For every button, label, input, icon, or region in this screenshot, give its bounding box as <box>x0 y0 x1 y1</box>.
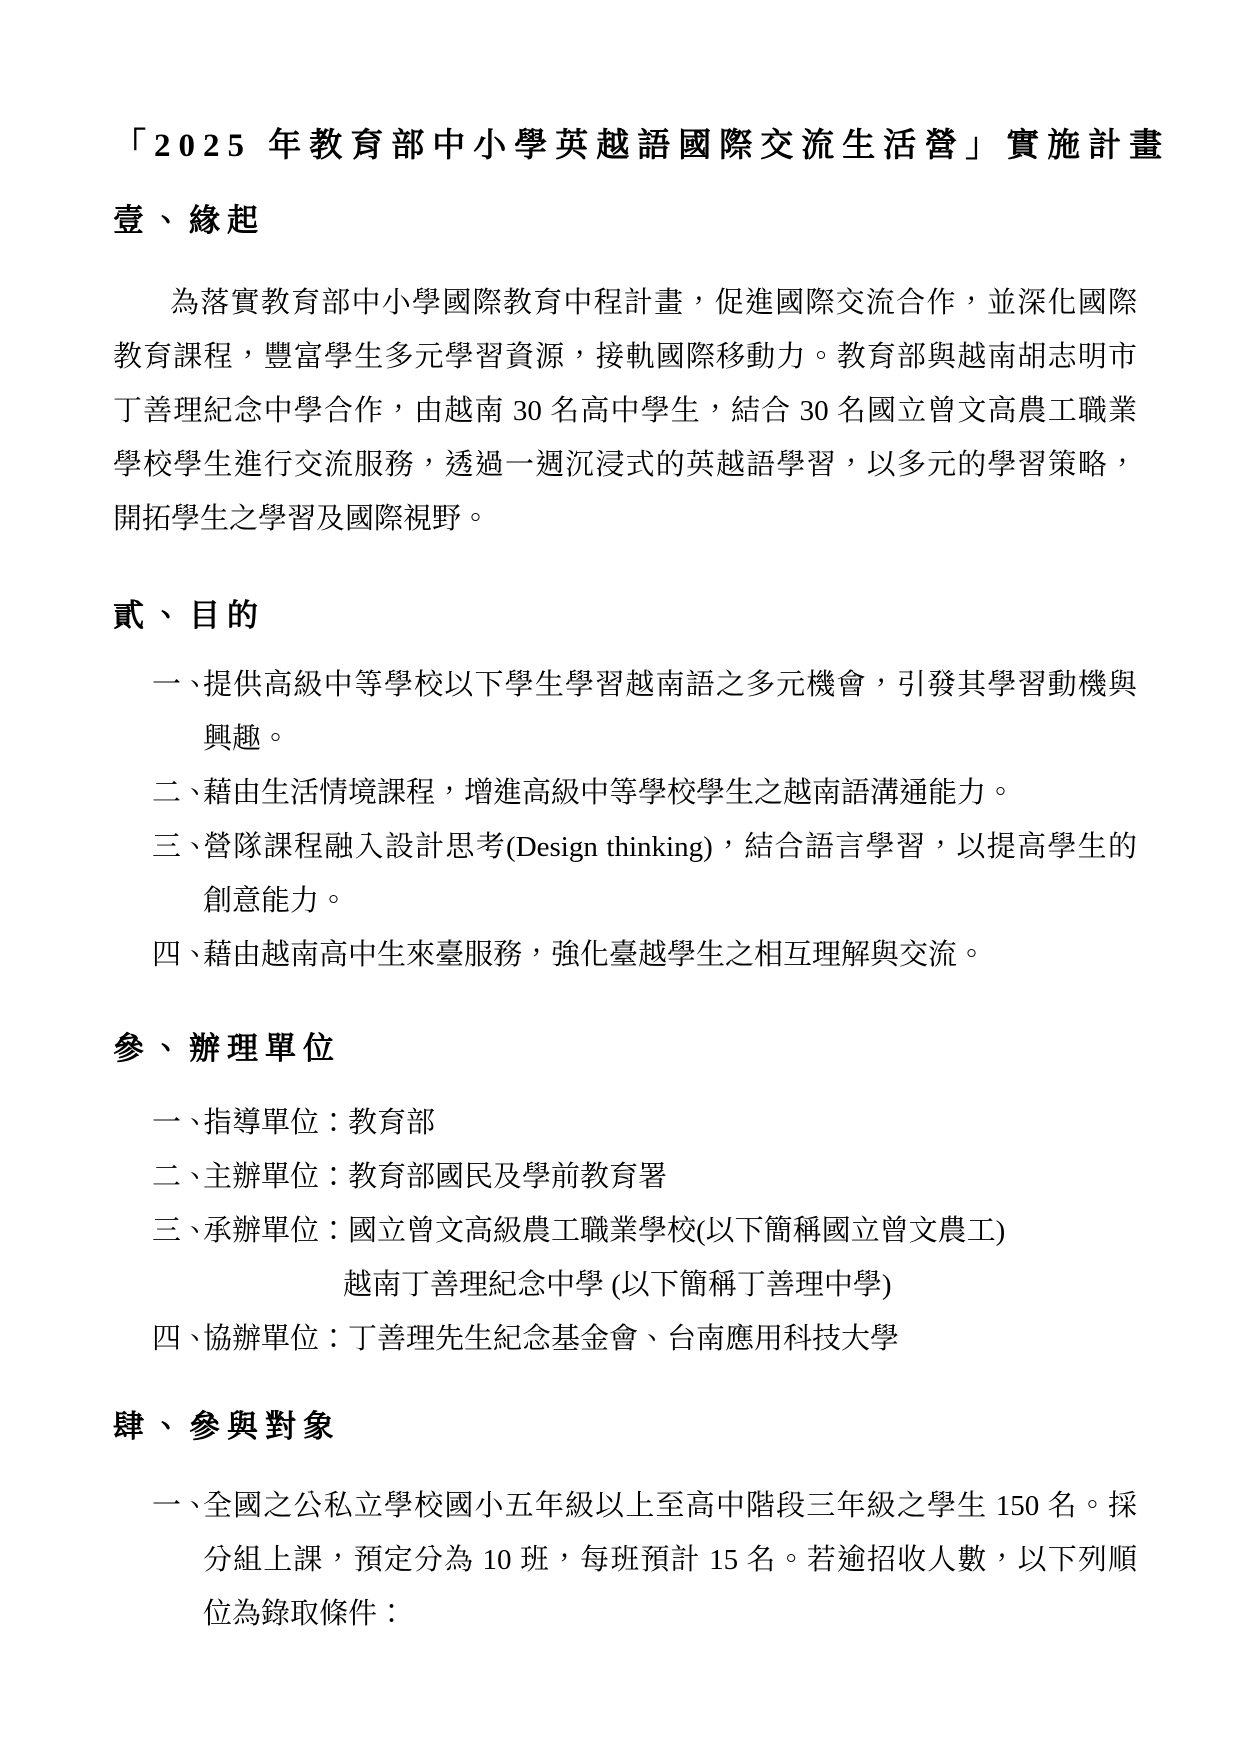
paragraph-line: 丁善理紀念中學合作，由越南 30 名高中學生，結合 30 名國立曾文高農工職業 <box>113 395 1137 427</box>
list-item <box>113 1150 1137 1204</box>
item-number: 四、 <box>152 939 211 971</box>
list-item <box>113 1479 1137 1641</box>
item-number: 三、 <box>152 1215 211 1247</box>
item-line: 全國之公私立學校國小五年級以上至高中階段三年級之學生 150 名。採 <box>203 1490 1137 1522</box>
list-item <box>113 658 1137 766</box>
item-number: 二、 <box>152 1161 211 1193</box>
list-item <box>113 1204 1137 1312</box>
participants-item-list <box>113 1479 1137 1641</box>
item-number: 一、 <box>152 669 211 701</box>
list-item <box>113 1312 1137 1366</box>
item-line: 承辦單位：國立曾文高級農工職業學校(以下簡稱國立曾文農工) <box>203 1215 1006 1247</box>
paragraph-line: 為落實教育部中小學國際教育中程計畫，促進國際交流合作，並深化國際 <box>170 287 1137 319</box>
item-line: 分組上課，預定分為 10 班，每班預計 15 名。若逾招收人數，以下列順 <box>203 1544 1137 1576</box>
item-line: 藉由生活情境課程，增進高級中等學校學生之越南語溝通能力。 <box>203 777 1016 809</box>
list-item <box>113 820 1137 928</box>
paragraph-line: 學校學生進行交流服務，透過一週沉浸式的英越語學習，以多元的學習策略， <box>113 449 1137 481</box>
paragraph-line: 開拓學生之學習及國際視野。 <box>113 503 491 535</box>
paragraph-line: 教育課程，豐富學生多元學習資源，接軌國際移動力。教育部與越南胡志明市 <box>113 341 1137 373</box>
item-line: 營隊課程融入設計思考(Design thinking)，結合語言學習，以提高學生的 <box>203 831 1137 863</box>
item-line: 主辦單位：教育部國民及學前教育署 <box>203 1161 668 1193</box>
item-number: 三、 <box>152 831 211 863</box>
item-line: 提供高級中等學校以下學生學習越南語之多元機會，引發其學習動機與 <box>203 669 1137 701</box>
units-item-list <box>113 1096 1137 1366</box>
section-heading-units: 參、辦理單位 <box>113 1031 341 1066</box>
item-line: 位為錄取條件： <box>203 1598 407 1630</box>
item-number: 二、 <box>152 777 211 809</box>
section-heading-purpose: 貳、目的 <box>113 598 265 633</box>
item-line: 興趣。 <box>203 723 291 755</box>
origin-paragraph <box>113 276 1137 546</box>
document-title: 「2025 年教育部中小學英越語國際交流生活營」實施計畫 <box>113 128 1171 164</box>
section-heading-origin: 壹、緣起 <box>113 203 265 238</box>
item-line: 藉由越南高中生來臺服務，強化臺越學生之相互理解與交流。 <box>203 939 987 971</box>
list-item <box>113 1096 1137 1150</box>
section-heading-participants: 肆、參與對象 <box>113 1409 341 1444</box>
item-number: 一、 <box>152 1490 211 1522</box>
list-item <box>113 766 1137 820</box>
item-line: 協辦單位：丁善理先生紀念基金會、台南應用科技大學 <box>203 1323 900 1355</box>
item-line: 越南丁善理紀念中學 (以下簡稱丁善理中學) <box>343 1269 892 1301</box>
item-line: 創意能力。 <box>203 885 349 917</box>
item-number: 一、 <box>152 1107 211 1139</box>
item-number: 四、 <box>152 1323 211 1355</box>
item-line: 指導單位：教育部 <box>203 1107 436 1139</box>
list-item <box>113 928 1137 982</box>
purpose-item-list <box>113 658 1137 982</box>
